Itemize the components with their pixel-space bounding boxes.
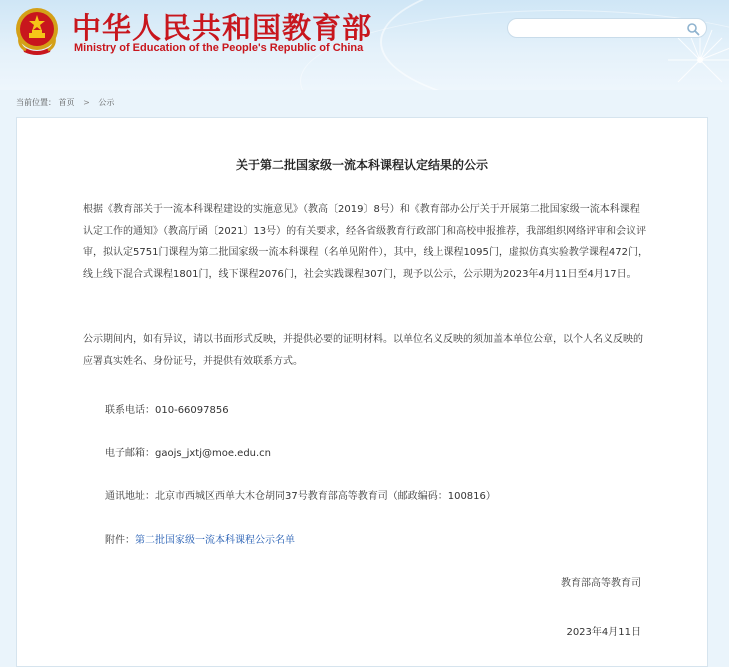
site-title-en: Ministry of Education of the People's Republic of China xyxy=(74,42,364,54)
contact-phone-label: 联系电话： xyxy=(105,405,155,416)
site-title-cn: 中华人民共和国教育部 xyxy=(72,11,373,45)
search-box[interactable] xyxy=(507,18,707,38)
breadcrumb-current-link[interactable]: 公示 xyxy=(98,98,115,107)
breadcrumb-label: 当前位置： xyxy=(16,98,56,107)
article-paragraph-basis: 根据《教育部关于一流本科课程建设的实施意见》（教高〔2019〕8号）和《教育部办公厅关于开展第二批国家级一流本科课程认定工作的通知》（教高厅函〔2021〕13号）的有关要求，经各省级教育行政部门和高校申报推荐，我部组织网络评审和会议评审，拟认定5751门课程为第二批国家级一流本科课程（名单见附件），其中，线上课程1095门，虚拟仿真实验教学课程472门，线上线下混合式课程1801门，线下课程2076门，社会实践课程307门，现予以公示，公示期为2023年4月11日至4月17日。 xyxy=(83,204,648,280)
article-title: 关于第二批国家级一流本科课程认定结果的公示 xyxy=(235,158,488,172)
contact-address xyxy=(105,487,496,502)
search-input[interactable] xyxy=(518,20,678,36)
search-icon[interactable] xyxy=(686,22,700,36)
contact-address-value: 北京市西城区西单大木仓胡同37号教育部高等教育司（邮政编码：100816） xyxy=(155,491,496,502)
breadcrumb-separator: > xyxy=(83,98,90,107)
signature-date: 2023年4月11日 xyxy=(566,627,641,638)
site-header xyxy=(0,0,729,90)
breadcrumb xyxy=(16,97,114,108)
article-paragraph-objection: 公示期间内，如有异议，请以书面形式反映，并提供必要的证明材料。以单位名义反映的须加盖本单位公章，以个人名义反映的应署真实姓名、身份证号，并提供有效联系方式。 xyxy=(83,334,643,367)
contact-email-value: gaojs_jxtj@moe.edu.cn xyxy=(155,448,272,459)
article-panel xyxy=(16,117,708,667)
breadcrumb-home-link[interactable]: 首页 xyxy=(58,98,75,107)
signature-organization: 教育部高等教育司 xyxy=(561,578,641,589)
national-emblem-icon xyxy=(14,6,60,56)
contact-email-label: 电子邮箱： xyxy=(105,448,155,459)
contact-email xyxy=(105,444,271,459)
contact-address-label: 通讯地址： xyxy=(105,491,155,502)
contact-phone-value: 010-66097856 xyxy=(155,405,229,416)
attachment-link[interactable]: 第二批国家级一流本科课程公示名单 xyxy=(135,535,295,546)
attachment xyxy=(105,531,295,546)
attachment-label: 附件： xyxy=(105,535,135,546)
contact-phone xyxy=(105,401,229,416)
